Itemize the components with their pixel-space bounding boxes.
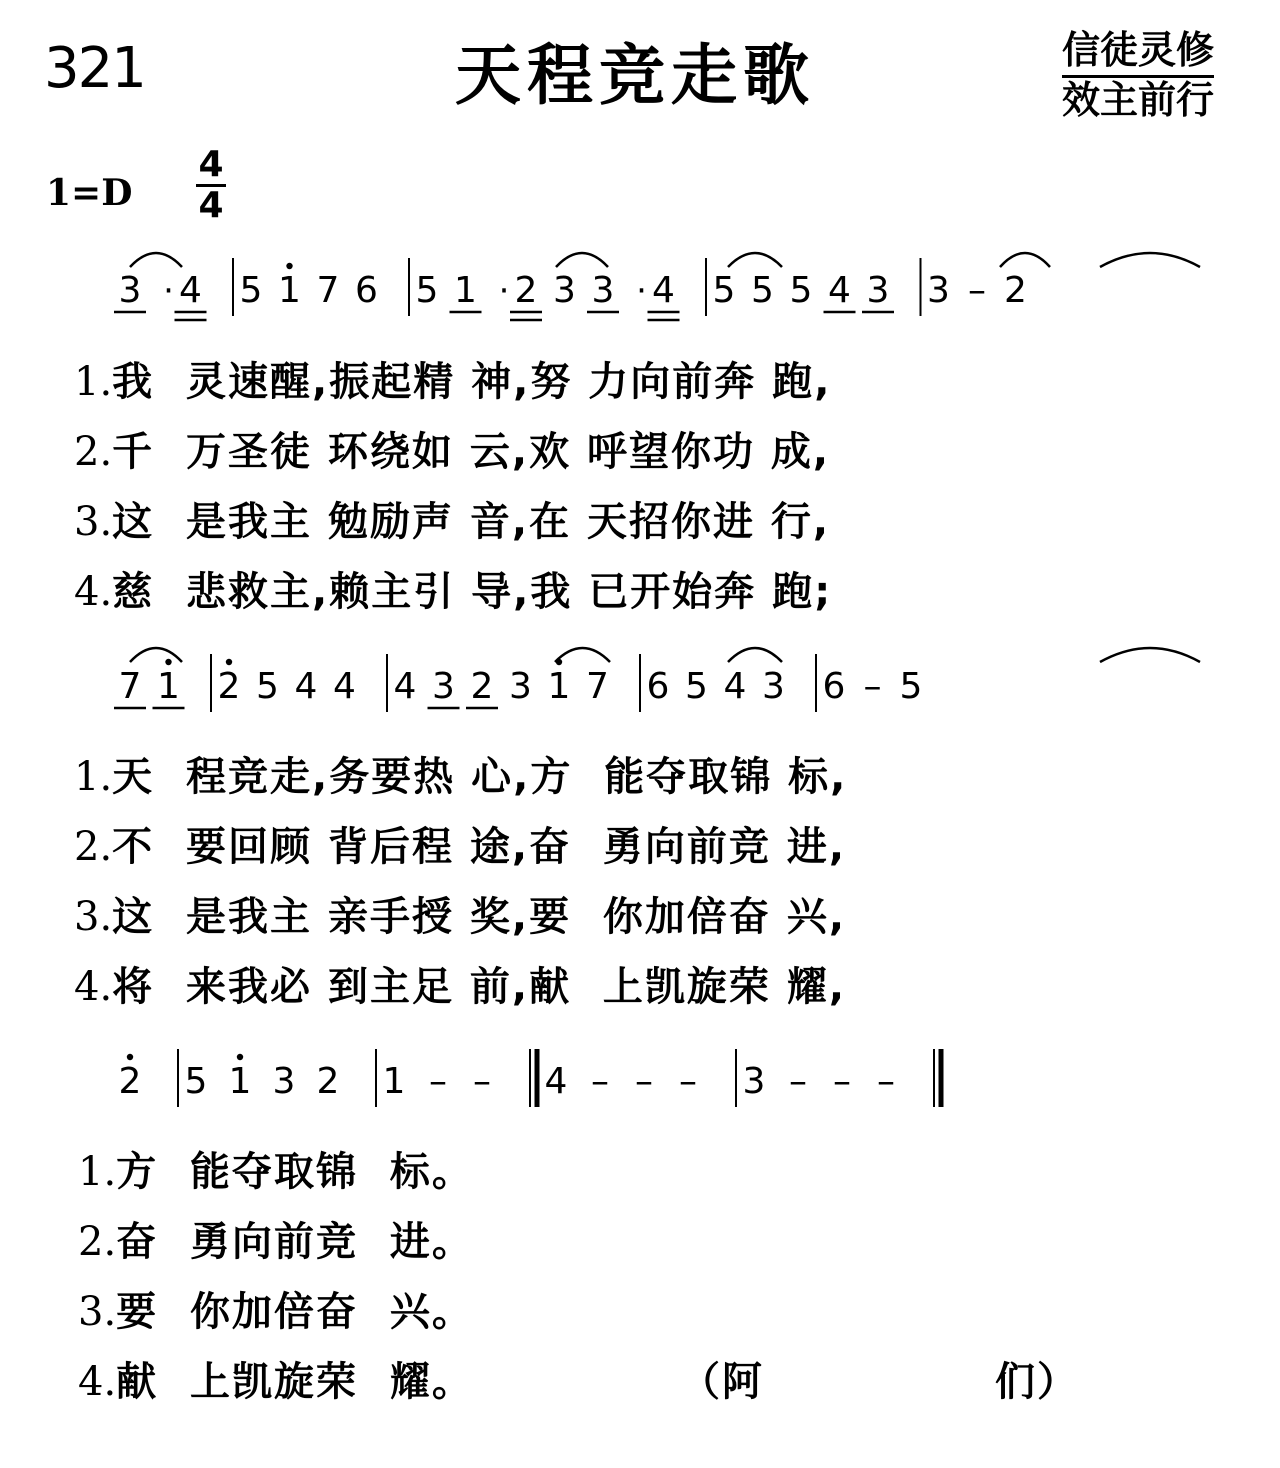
lyric-line-1-verse-3: 3.这 是我主 勉励声 音,在 天招你进 行, xyxy=(74,499,831,545)
note: 7 xyxy=(118,666,142,707)
note: 6 xyxy=(355,270,378,311)
note: 1 xyxy=(278,270,301,311)
slur-arc xyxy=(728,648,782,662)
augmentation-dot: · xyxy=(636,271,647,311)
octave-dot-above xyxy=(226,659,232,665)
note: 3 xyxy=(553,270,576,311)
note: 5 xyxy=(415,270,439,311)
lyric-line-2-verse-1: 1.天 程竞走,务要热 心,方 能夺取锦 标, xyxy=(74,754,848,800)
lyric-line-2-verse-2: 2.不 要回顾 背后程 途,奋 勇向前竞 进, xyxy=(74,824,847,870)
octave-dot-above xyxy=(165,659,171,665)
lyric-line-3-verse-1: 1.方 能夺取锦 标。 xyxy=(78,1149,474,1195)
slur-arc xyxy=(728,253,782,267)
slur-arc xyxy=(1100,648,1200,662)
note: 4 xyxy=(723,666,747,707)
augmentation-dot: · xyxy=(163,271,174,311)
note: 4 xyxy=(294,666,318,707)
note: 3 xyxy=(591,270,615,311)
note: 5 xyxy=(685,666,708,707)
note: 5 xyxy=(256,666,279,707)
slur-arc xyxy=(130,648,182,662)
note: 5 xyxy=(899,666,923,707)
amen-open: （阿 xyxy=(680,1359,764,1405)
lyric-line-1-verse-2: 2.千 万圣徒 环绕如 云,欢 呼望你功 成, xyxy=(74,429,831,475)
note: 3 xyxy=(432,666,455,707)
dash-note: – xyxy=(833,1061,851,1102)
note: 5 xyxy=(789,270,813,311)
note: 2 xyxy=(217,666,241,707)
augmentation-dot: · xyxy=(498,271,510,311)
note: 3 xyxy=(509,666,532,707)
note: 1 xyxy=(547,666,571,707)
note: 5 xyxy=(184,1061,208,1102)
slur-arc xyxy=(556,253,608,267)
dash-note: – xyxy=(679,1061,697,1102)
hymn-title: 天程竞走歌 xyxy=(455,37,815,114)
dash-note: – xyxy=(473,1061,491,1102)
note: 4 xyxy=(828,270,851,311)
slur-arc xyxy=(1100,253,1200,267)
note: 3 xyxy=(118,270,142,311)
dash-note: – xyxy=(591,1061,609,1102)
octave-dot-above xyxy=(237,1054,243,1060)
time-signature-bottom: 4 xyxy=(198,184,224,226)
dash-note: – xyxy=(968,270,986,311)
lyric-line-2-verse-3: 3.这 是我主 亲手授 奖,要 你加倍奋 兴, xyxy=(74,894,847,940)
slur-arc xyxy=(130,253,182,267)
note: 4 xyxy=(652,270,675,311)
note: 1 xyxy=(228,1061,252,1102)
note: 7 xyxy=(586,666,609,707)
note: 2 xyxy=(470,666,494,707)
key-signature: 1=D xyxy=(46,172,133,214)
note: 4 xyxy=(179,270,202,311)
note: 1 xyxy=(157,666,180,707)
lyric-line-3-verse-4: 4.献 上凯旋荣 耀。 xyxy=(78,1359,474,1405)
slur-arc xyxy=(555,648,610,662)
octave-dot-above xyxy=(286,263,292,269)
category-bottom: 效主前行 xyxy=(1062,77,1215,122)
dash-note: – xyxy=(877,1061,895,1102)
lyric-line-2-verse-4: 4.将 来我必 到主足 前,献 上凯旋荣 耀, xyxy=(74,964,847,1010)
note: 4 xyxy=(333,666,356,707)
lyric-line-3-verse-2: 2.奋 勇向前竞 进。 xyxy=(78,1219,474,1265)
note: 4 xyxy=(393,666,417,707)
note: 2 xyxy=(1004,270,1027,311)
slur-arc xyxy=(1000,253,1050,267)
note: 5 xyxy=(751,270,774,311)
lyric-line-1-verse-4: 4.慈 悲救主,赖主引 导,我 已开始奔 跑; xyxy=(74,569,833,615)
note: 7 xyxy=(316,270,340,311)
amen-close: 们） xyxy=(995,1359,1079,1405)
time-signature-top: 4 xyxy=(196,146,226,187)
category-top: 信徒灵修 xyxy=(1062,28,1214,78)
octave-dot-above xyxy=(127,1054,133,1060)
note: 3 xyxy=(272,1061,296,1102)
note: 2 xyxy=(514,270,538,311)
note: 6 xyxy=(646,666,670,707)
note: 3 xyxy=(866,270,890,311)
lyric-line-1-verse-1: 1.我 灵速醒,振起精 神,努 力向前奔 跑, xyxy=(74,359,832,405)
note: 2 xyxy=(316,1061,340,1102)
dash-note: – xyxy=(863,666,882,707)
dash-note: – xyxy=(789,1061,807,1102)
note: 1 xyxy=(454,270,477,311)
note: 1 xyxy=(382,1061,406,1102)
note: 4 xyxy=(544,1061,568,1102)
note: 3 xyxy=(927,270,950,311)
lyric-line-3-verse-3: 3.要 你加倍奋 兴。 xyxy=(78,1289,474,1335)
note: 3 xyxy=(742,1061,766,1102)
hymn-number: 321 xyxy=(44,36,145,101)
dash-note: – xyxy=(635,1061,653,1102)
note: 2 xyxy=(118,1061,142,1102)
note: 5 xyxy=(712,270,736,311)
note: 5 xyxy=(239,270,263,311)
note: 3 xyxy=(762,666,785,707)
dash-note: – xyxy=(429,1061,447,1102)
note: 6 xyxy=(822,666,846,707)
